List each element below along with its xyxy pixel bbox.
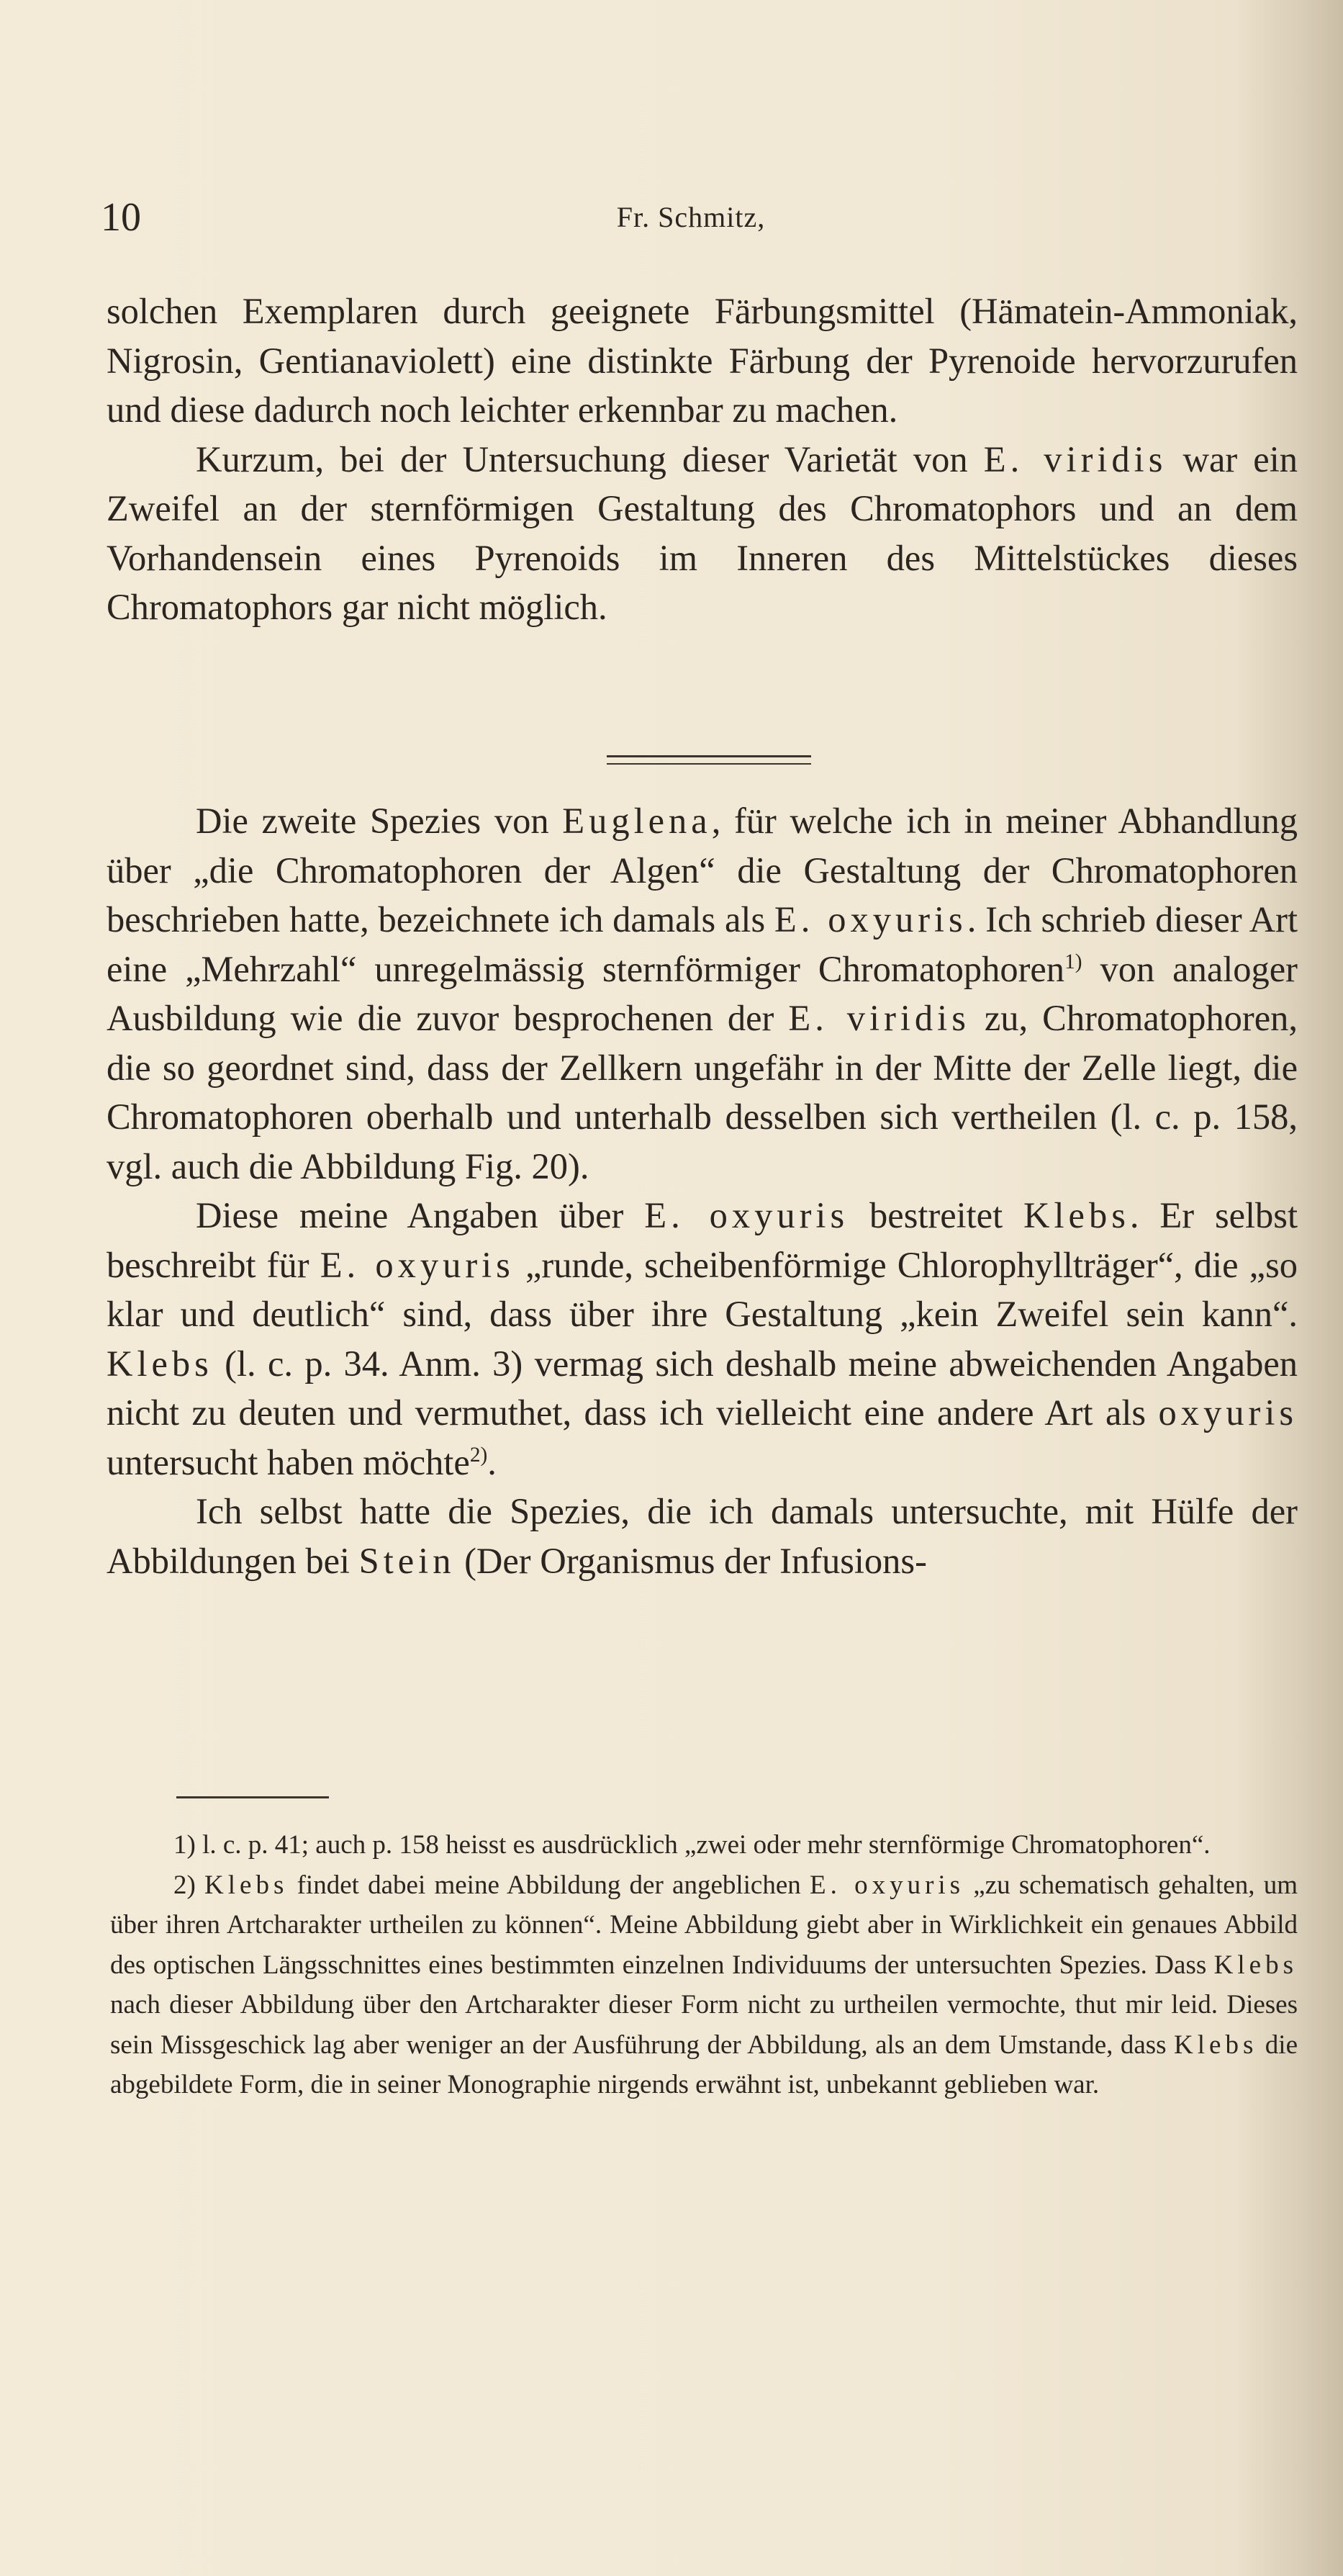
footnote-ref-1[interactable]: 1) <box>1064 950 1082 973</box>
paragraph-4-text-6: untersucht haben möchte <box>107 1441 470 1482</box>
species-name: oxyuris <box>1158 1392 1298 1433</box>
species-name: E. oxyuris <box>810 1870 965 1900</box>
footnote-2-text-2: findet dabei meine Abbildung der angeblichen <box>288 1870 810 1900</box>
paragraph-3 <box>107 796 1298 1191</box>
species-name: E. viridis <box>788 998 970 1038</box>
paragraph-5-text-1: Ich selbst hatte die Spezies, die ich damals untersuchte, mit Hülfe der Abbildungen bei <box>107 1491 1298 1581</box>
footnote-1 <box>110 1825 1298 1865</box>
footnote-2-text-5: die abgebildete Form, die in seiner Monographie nirgends erwähnt ist, unbekannt geblieben war. <box>110 2030 1298 2099</box>
species-name: E. oxyuris <box>644 1195 849 1235</box>
paragraph-2 <box>107 435 1298 632</box>
paragraph-5-text-2: (Der Organismus der Infusions- <box>455 1540 927 1581</box>
species-name: E. oxyuris <box>774 899 967 940</box>
species-name: E. oxyuris <box>320 1244 515 1285</box>
genus-name: Euglena <box>562 801 712 841</box>
paragraph-3-text-4: von analoger Ausbildung wie die zuvor besprochenen der <box>107 948 1298 1038</box>
paragraph-4-text-1: Diese meine Angaben über <box>196 1195 645 1235</box>
author-name: Klebs <box>107 1343 213 1384</box>
author-name: Klebs <box>1213 1950 1298 1980</box>
species-name: E. viridis <box>983 438 1167 479</box>
paragraph-3-text-5: zu, Chromatophoren, die so geordnet sind, dass der Zellkern ungefähr in der Mitte der Zelle liegt, die Chromatophoren oberhalb und unterhalb desselben sich vertheilen (l. c. p. 158, vgl. auch die Abbildung Fig. 20). <box>107 998 1298 1186</box>
body-text-top <box>107 287 1298 632</box>
paragraph-3-text-2: , für welche ich in meiner Abhandlung über „die Chromatophoren der Algen“ die Gestaltung der Chromatophoren beschrieben hatte, bezeichnete ich damals als <box>107 801 1298 940</box>
paragraph-3-text-3: . Ich schrieb dieser Art eine „Mehrzahl“ unregelmässig sternförmiger Chromatophoren <box>107 899 1298 989</box>
paragraph-4-text-4: „runde, scheibenförmige Chlorophyllträger“, die „so klar und deutlich“ sind, dass über ihre Gestaltung „kein Zweifel sein kann“. <box>107 1244 1298 1334</box>
paragraph-2-text-1: Kurzum, bei der Untersuchung dieser Varietät von <box>196 438 984 479</box>
author-name: Klebs <box>1023 1195 1130 1235</box>
paragraph-3-text-1: Die zweite Spezies von <box>196 801 563 841</box>
paragraph-1 <box>107 287 1298 435</box>
footnote-2 <box>110 1865 1298 2105</box>
footnote-1-text: 1) l. c. p. 41; auch p. 158 heisst es ausdrücklich „zwei oder mehr sternförmige Chromatophoren“. <box>173 1830 1211 1860</box>
paragraph-4-text-3: . Er selbst beschreibt für <box>107 1195 1298 1285</box>
paragraph-2-text-2: war ein Zweifel an der sternförmigen Gestaltung des Chromatophors und an dem Vorhandensein eines Pyrenoids im Inneren des Mittelstückes dieses Chromatophors gar nicht möglich. <box>107 438 1298 627</box>
footnote-2-text-3: „zu schematisch gehalten, um über ihren Artcharakter urtheilen zu können“. Meine Abbildung giebt aber in Wirklichkeit ein genaues Abbild des optischen Längsschnittes eines bestimmten einzelnen Individuums der untersuchten Spezies. Dass <box>110 1870 1298 1980</box>
section-divider-line-top <box>607 755 811 757</box>
paragraph-5 <box>107 1487 1298 1585</box>
author-name: Klebs <box>204 1870 289 1900</box>
page-number: 10 <box>101 195 141 240</box>
footnote-2-text-4: nach dieser Abbildung über den Artcharakter dieser Form nicht zu urtheilen vermochte, thut mir leid. Dieses sein Missgeschick lag aber weniger an der Ausführung der Abbildung, als an dem Umstande, dass <box>110 1990 1298 2060</box>
running-head <box>101 189 1281 246</box>
body-text-main <box>107 796 1298 1585</box>
paragraph-4-text-2: bestreitet <box>849 1195 1024 1235</box>
paragraph-4 <box>107 1191 1298 1487</box>
paragraph-4-text-5: (l. c. p. 34. Anm. 3) vermag sich deshalb meine abweichenden Angaben nicht zu deuten und vermuthet, dass ich vielleicht eine andere Art als <box>107 1343 1298 1433</box>
footnotes <box>110 1825 1298 2105</box>
footnote-rule <box>176 1796 329 1798</box>
author-name: Klebs <box>1174 2030 1258 2060</box>
author-name: Stein <box>358 1540 456 1581</box>
section-divider <box>607 755 811 765</box>
paragraph-1-text: solchen Exemplaren durch geeignete Färbungsmittel (Hämatein-Ammoniak, Nigrosin, Gentianaviolett) eine distinkte Färbung der Pyrenoide hervorzurufen und diese dadurch noch leichter erkennbar zu machen. <box>107 291 1298 430</box>
paragraph-4-text-7: . <box>487 1441 497 1482</box>
footnote-ref-2[interactable]: 2) <box>469 1443 488 1467</box>
section-divider-line-bottom <box>607 763 811 765</box>
running-head-author: Fr. Schmitz, <box>616 201 766 233</box>
footnote-2-text-1: 2) <box>173 1870 205 1900</box>
